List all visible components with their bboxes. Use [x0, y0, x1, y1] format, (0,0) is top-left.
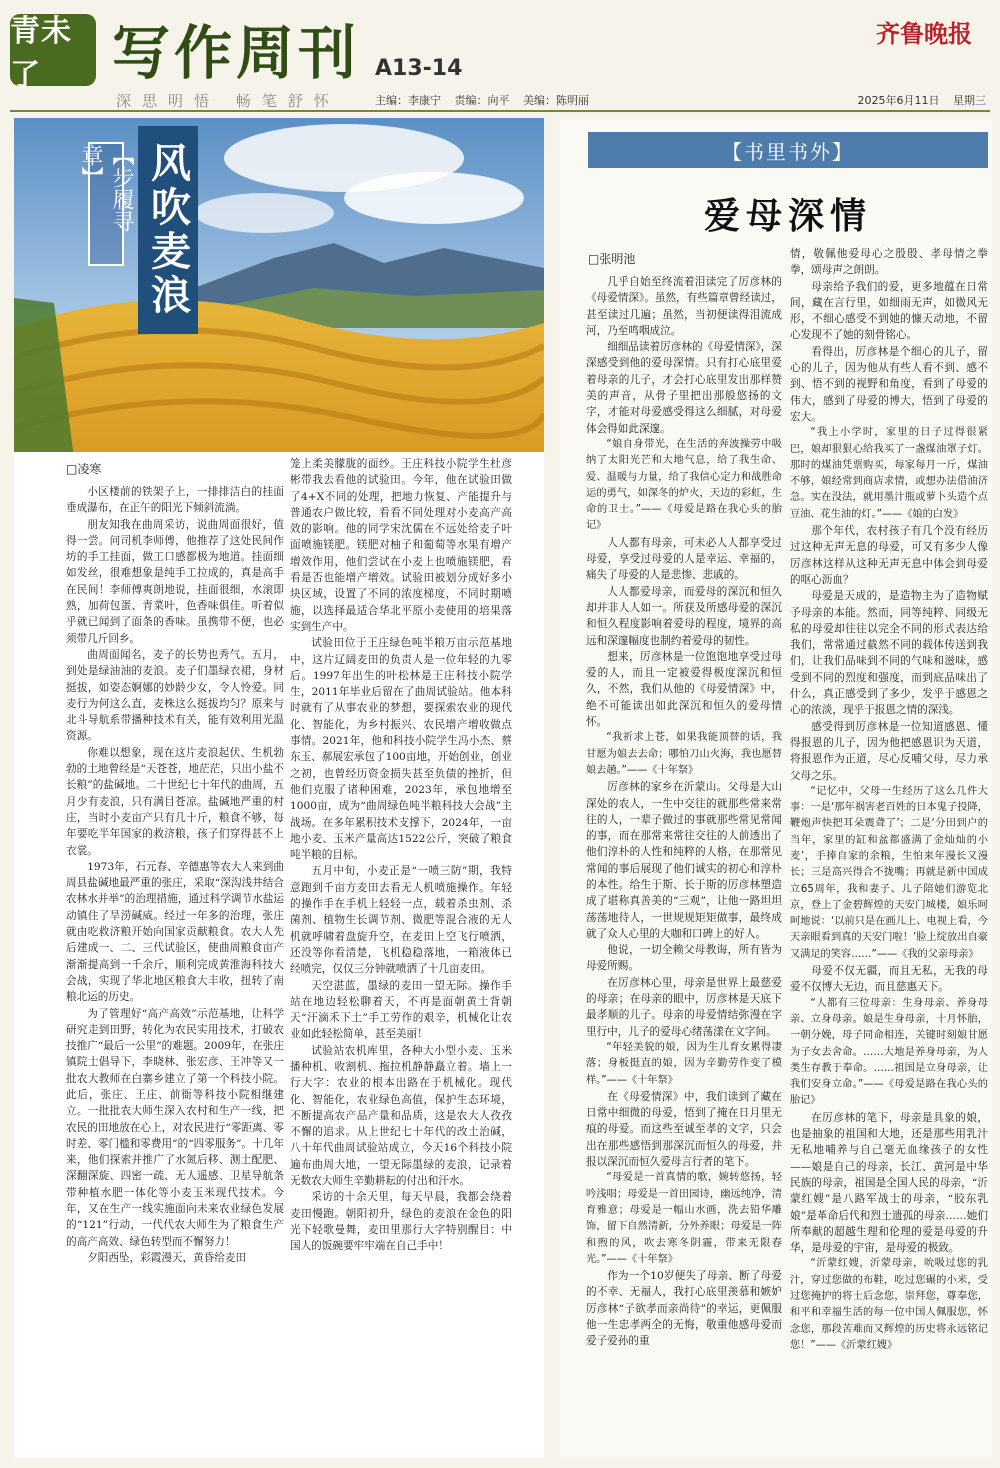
- quote: “沂蒙红嫂，沂蒙母亲，吮吸过您的乳汁，穿过您做的布鞋，吃过您碾的小米，受过您掩护的将士后念您，崇拜您，尊奉您，和平和幸福生活的每一位中国人佩服您，怀念您，那段苦难而又辉煌的历史将永远铭记您！”——《沂蒙红嫂》: [790, 1258, 988, 1351]
- quote: “我祈求上苍，如果我能顶替的话，我甘愿为娘去去命；哪怕刀山火海，我也愿替娘去趟。”——《十年祭》: [586, 732, 782, 776]
- quote: “年轻美貌的娘，因为生儿育女累得凄落；身板挺直的娘，因为辛勤劳作变了模样。”——《十年祭》: [586, 1041, 782, 1086]
- quote: “我上小学时，家里的日子过得很紧巴，娘却狠狠心给我买了一盏煤油罩子灯。那时的煤油凭票购买，每家每月一斤，煤油不够，娘经常到商店求情，或想办法借油济急。实在没法，就用墨汁瓶或萝卜头造个点豆油、花生油的灯。”——《娘的白发》: [790, 427, 988, 520]
- paragraph: 笼上柔美朦胧的面纱。王庄科技小院学生杜彦彬带我去看他的试验田。今年，他在试验田做了4+X不同的处理，把地力恢复、产能提升与普通农户做比较，看看不同处理对小麦高产高效的影响。他的同学宋沈儒在不远处给麦子叶面喷施镁肥。镁肥对柚子和葡萄等水果有增产增效作用，他们尝试在小麦上也喷施镁肥，看看是否也能增产增效。试验田被划分成好多小块区域，设置了不同的浓度梯度，不同时期喷施，以选择最适合华北平原小麦使用的培果落实到生产中。: [290, 458, 512, 633]
- paragraph: 厉彦林的家乡在沂蒙山。父母是大山深处的农人，一生中交往的就那些常来常往的人，一辈子做过的事就那些常见常闻的事，而在那常来常往交往的人前透出了他们淳朴的人性和纯粹的人格，在那常见常闻的事后展现了他们诚实的初心和淳朴的本性。给生于斯、长于斯的厉彦林塑造成了堪称真善美的“三观”，让他一路坦坦荡荡地待人，一世规规矩矩做事，最终成就了众人心里的大咖和口碑上的好人。: [586, 781, 782, 940]
- page-code: A13-14: [375, 56, 463, 81]
- paragraph: 在厉彦林的笔下，母亲是具象的娘，也是抽象的祖国和大地，还是那些用乳汁无私地哺养与自己毫无血缘孩子的女性——娘是自己的母亲，长江、黄河是中华民族的母亲，祖国是全国人民的母亲，“沂蒙红嫂”是八路军战士的母亲，“胶东乳娘”是革命后代和烈士遗孤的母亲……她们所奉献的超越生理和伦理的爱是母爱的升华，是母爱的宇宙，是母爱的极致。: [790, 1111, 988, 1255]
- paragraph: 曲周面闻名，麦子的长势也秀气。五月，到处是绿油油的麦浪。麦子们墨绿衣裙，身材挺拔，如姿态婀娜的妙龄少女，令人怜爱。同麦行为何这么直，麦株这么挺拔均匀？原来与北斗导航系带播种技术有关，能有效利用光温资源。: [66, 648, 284, 743]
- paragraph: 母亲给予我们的爱，更多地蕴在日常间，藏在言行里，如细雨无声，如微风无形，不细心感受不到她的慷天动地，不留心发现不了她的刻骨铭心。: [790, 280, 988, 342]
- quote: “人都有三位母亲：生身母亲、养身母亲、立身母亲。娘是生身母亲，十月怀胎，一朝分娩，母子同命相连，关键时刻娘甘愿为子女去舍命。……大地是养身母亲，为人类生存教于奉命。……祖国是立身母亲，让我们安身立命。”——《母爱是路在我心头的胎记》: [790, 997, 988, 1107]
- publication-title: 写作周刊: [112, 19, 361, 87]
- quote: “娘自身带光，在生活的奔波操劳中吸纳了太阳光芒和大地气息，给了我生命、爱、温暖与力量，给了我信心定力和战胜命运的勇气，如深冬的炉火，天边的彩虹，生命的卫士。”——《母爱是路在我心头的胎记》: [586, 438, 782, 532]
- paragraph: 他说，一切全赖父母教诲，所有皆为母爱所赐。: [586, 944, 782, 973]
- paragraph: 小区楼前的铁架子上，一排排洁白的挂面垂成瀑布，在正午的阳光下倾斜流淌。: [66, 486, 284, 515]
- right-article-title: 爱母深情: [703, 195, 872, 237]
- paragraph: 夕阳西坠，彩霞漫天，黄昏给麦田: [87, 1251, 247, 1264]
- left-col-2: [290, 456, 512, 1454]
- paragraph: 母爱是天成的，是造物主为了造物赋予母亲的本能。然而，同等纯粹、同级无私的母爱却往往以完全不同的形式表达给我们，常常通过截然不同的载体传送到我们，让我们品味到不同的气味和滋味，感受到不同的烈度和强度，而到底品味出了什么，真正感受到了多少，发乎于感恩之心的浓淡，现乎于报恩之情的深浅。: [790, 590, 988, 717]
- paragraph: 细细品读着厉彦林的《母爱情深》，深深感受到他的爱母深情。只有打心底里爱着母亲的儿子，才会打心底里发出那样赞美的声音，从骨子里把出那般悠扬的文字，才能对母爱感受得这么细腻，对母爱体会得如此深邃。: [586, 341, 782, 435]
- paragraph: 人人都有母亲，可未必人人都享受过母爱，享受过母爱的人是幸运、幸福的，痛失了母爱的人是悲惨、悲戚的。: [586, 536, 782, 582]
- issue-date: [848, 92, 987, 108]
- left-col-1: [66, 484, 284, 1454]
- date-text: 2025年6月11日: [857, 94, 940, 107]
- paragraph: 试验站农机库里，各种大小型小麦、玉米播种机、收割机、拖拉机静静矗立着。墙上一行大字：农业的根本出路在于机械化。现代化、智能化，农业绿色高值，保护生态环境，不断提高农产品产量和品质，这是农大人孜孜不懈的追求。从上世纪七十年代的改土治碱，八十年代曲周试验站成立，今天16个科技小院遍布曲周大地，一望无际墨绿的麦浪，记录着无数农大师生辛勤耕耘的付出和汗水。: [290, 1044, 512, 1188]
- left-author: □凌寒: [66, 462, 102, 476]
- paragraph: 采访的十余天里，每天早晨，我都会绕着麦田慢跑。朝阳初升，绿色的麦浪在金色的阳光下轻歌曼舞，麦田里那行大字特别醒目：中国人的饭碗要牢牢端在自己手中！: [290, 1191, 512, 1253]
- right-section-tag: 【书里书外】: [588, 132, 988, 168]
- paragraph: 那个年代，农村孩子有几个没有经历过这种无声无息的母爱，可又有多少人像厉彦林这样从这种无声无息中体会到母爱的呕心沥血？: [790, 525, 988, 586]
- right-author: □张明池: [588, 252, 636, 266]
- paragraph: 作为一个10岁便失了母亲、断了母爱的不幸、无福人，我打心底里羡慕和嫉妒厉彦林“子欲孝而亲尚待”的幸运，更佩服他一生忠孝两全的无悔，敬重他感母爱而爱子爱孙的重: [586, 1270, 782, 1348]
- logo: 青未了: [10, 14, 96, 86]
- paragraph: 母爱不仅无疆，而且无私，无我的母爱不仅博大无边，而且慈惠天下。: [790, 965, 988, 994]
- masthead: [0, 0, 1000, 112]
- paragraph: 几乎自始至终流着泪读完了厉彦林的《母爱情深》。虽然，有些篇章曾经读过，甚至读过几遍；虽然，当初便读得泪流成河，乃至鸣咽成泣。: [586, 276, 782, 337]
- paragraph: 天空湛蓝，墨绿的麦田一望无际。操作手站在地边轻松聊着天，不再是面朝黄土背朝天“汗滴禾下土”手工劳作的艰辛，机械化让农业如此轻松简单，甚至美丽！: [290, 979, 512, 1041]
- paragraph: 想来，厉彦林是一位饱饱地享受过母爱的人，而且一定被爱得极度深沉和恒久，不然，我们从他的《母爱情深》中，绝不可能读出如此深沉和恒久的爱母情怀。: [586, 650, 782, 729]
- quote: “记忆中，父母一生经历了这么几件大事：一是‘那年祸害老百姓的日本鬼子投降，鞭炮声快把耳朵震聋了’；二是‘分田到户的当年，家里的缸和盆都盛满了金灿灿的小麦’，手捧自家的余粮，生怕来年漫长又漫长；三是高兴得合不拢嘴；再就是新中国成立65周年，我和妻子、儿子陪她们游览北京，登上了金碧辉煌的天安门城楼，娘乐呵呵地说：‘以前只是在画儿上、电视上看，今天亲眼看到真的天安门啦！’脸上绽放出自豪又满足的笑容……”——《我的父亲母亲》: [790, 785, 988, 960]
- paragraph: 五月中旬，小麦正是“一喷三防”期，我特意跑到千亩方麦田去看无人机喷施操作。年轻的操作手在手机上轻轻一点，载着杀虫剂、杀菌剂、植物生长调节剂、微肥等混合液的无人机就呼啸着盘旋升空，在麦田上空飞行喷洒，还没等你看清楚，飞机稳稳落地，一箱液体已经喷完，仅仅三分钟就喷洒了十几亩麦田。: [290, 865, 512, 976]
- paragraph: 人人都爱母亲，而爱母的深沉和恒久却并非人人如一。所获及所感母爱的深沉和恒久程度影响着爱母的程度，境界的高远和深邃幅度也制约着爱母的韧性。: [586, 585, 782, 647]
- paragraph: 为了管理好“高产高效”示范基地，让科学研究走到田野，转化为农民实用技术，打破农技推广“最后一公里”的难题。2009年，在张庄镇院士倡导下，李晓林、张宏彦、王冲等又一批农大教师在白寨乡建立了第一个科技小院。此后，张庄、王庄、前衙等科技小院相继建立。一批批农大师生深入农村和生产一线，把农民的田地放在心上，对农民进行“零距离、零时差、零门槛和零费用”的“四零服务”。十几年来，他们探索并推广了水氮后移、测土配肥、深翻深旋、四密一疏、无人遥感、卫星导航条带种植水肥一体化等小麦玉米现代技术。今年，又在生产一线实施面向未来农业绿色发展的“121”行动，一代代农大师生为了粮食生产的高产高效、绿色转型而不懈努力！: [66, 1007, 284, 1248]
- paragraph: 感受得到厉彦林是一位知道感恩、懂得报恩的儿子，因为他把感恩识为天道，将报恩作为正道，尽心反哺父母，尽力承父母之乐。: [790, 720, 988, 782]
- paragraph: 1973年，石元春、辛德惠等农大人来到曲周县盐碱地最严重的张庄，采取“深沟浅井结合 农林水并举”的治理措施，通过科学调节水盐运动镇住了旱涝碱威。经过一年多的治理，张庄就由吃救济粮开始向国家贡献粮食。农大人先后建成一、二、三代试验区，使曲周粮食亩产渐渐提高到一千余斤，顺利完成黄淮海科技大会战，实现了华北地区粮食大丰收，扭转了南粮北运的历史。: [66, 860, 284, 1004]
- editor-chief: 主编：李康宁: [375, 94, 441, 107]
- paragraph: 看得出，厉彦林是个细心的儿子，留心的儿子，因为他从有些人看不到、感不到、悟不到的视野和角度，看到了母爱的伟大，感到了母爱的博大，悟到了母爱的宏大。: [790, 345, 988, 423]
- paragraph: 情，敬佩他爱母心之殷殷、孝母情之拳拳，颂母声之朗朗。: [790, 248, 988, 277]
- left-section-tag: 【步履寻章】: [88, 142, 124, 266]
- quote: “母爱是一首真情的歌，婉转悠扬，轻吟浅唱；母爱是一首田园诗，幽远纯净，清育雅意；母爱是一幅山水画，洗去铅华雕饰，留下自然清新，分外养眼；母爱是一阵和煦的风，吹去寒冬阴霾，带来无限春光。”——《十年祭》: [586, 1172, 782, 1265]
- motto: 深思明悟 畅笔舒怀: [116, 92, 340, 110]
- editors: [375, 92, 599, 108]
- paragraph: 朋友知我在曲周采访，说曲周面很好，值得一尝。问司机李师傅，他推荐了这处民间作坊的手工挂面，做工口感都极为地道。挂面细如发丝，很难想象是纯手工拉成的，真是高手在民间！李师傅爽朗地说，挂面很细，水滚即熟，加荷包蛋、青菜叶，色香味俱佳。听着似乎就已闻到了面条的香味。虽携带不便，也必须带几斤回乡。: [66, 518, 284, 645]
- right-col-1: [586, 274, 782, 1454]
- newspaper-name: 齐鲁晚报: [876, 19, 972, 48]
- masthead-rule: [10, 110, 990, 112]
- left-article-title: 风吹麦浪: [138, 126, 198, 334]
- editor-responsible: 责编：向平: [454, 94, 510, 107]
- paragraph: 在厉彦林心里，母亲是世界上最慈爱的母亲；在母亲的眼中，厉彦林是天底下最孝顺的儿子。母亲的母爱情结弥漫在字里行中，儿子的爱母心绪荡漾在文字间。: [586, 976, 782, 1038]
- paragraph: 在《母爱情深》中，我们读到了藏在日常中细微的母爱，悟到了掩在日月里无痕的母爱。而这些至诚至孝的文字，只会出在那些感悟到那深沉而恒久的母爱，并报以深沉而恒久爱母言行者的笔下。: [586, 1090, 782, 1169]
- weekday-text: 星期三: [953, 94, 986, 107]
- paragraph: 你难以想象，现在这片麦浪起伏、生机勃勃的土地曾经是“天苍苍，地茫茫，只出小盐不长粮”的盐碱地。二十世纪七十年代的曲周，五月少有麦浪，只有满目苍凉。盐碱地严重的村庄，当时小麦亩产只有几十斤，粮食不够，每年要吃半年国家的救济粮，孩子们穿得甚不上衣裳。: [66, 746, 284, 857]
- paragraph: 试验田位于王庄绿色吨半粮万亩示范基地中，这片辽阔麦田的负责人是一位年轻的九零后。1997年出生的叶松林是王庄科技小院学生，2011年毕业后留在了曲周试验站。他本科时就有了从事农业的梦想，要探索农业的现代化、智能化，为乡村振兴、农民增产增收做点事情。2021年，他和科技小院学生冯小杰、蔡东玉、郝展宏承包了100亩地，开始创业，创业之初，也曾经历资金损失甚至负债的挫折，但他们克服了诸种困难，2023年，承包地增至1000亩，成为“曲周绿色吨半粮科技大会战”主战场。在多年累积技术支撑下，2024年，一亩地小麦、玉米产量高达1522公斤，突破了粮食吨半粮的目标。: [290, 637, 512, 862]
- right-col-2: [790, 246, 988, 1454]
- editor-art: 美编：陈明丽: [523, 94, 589, 107]
